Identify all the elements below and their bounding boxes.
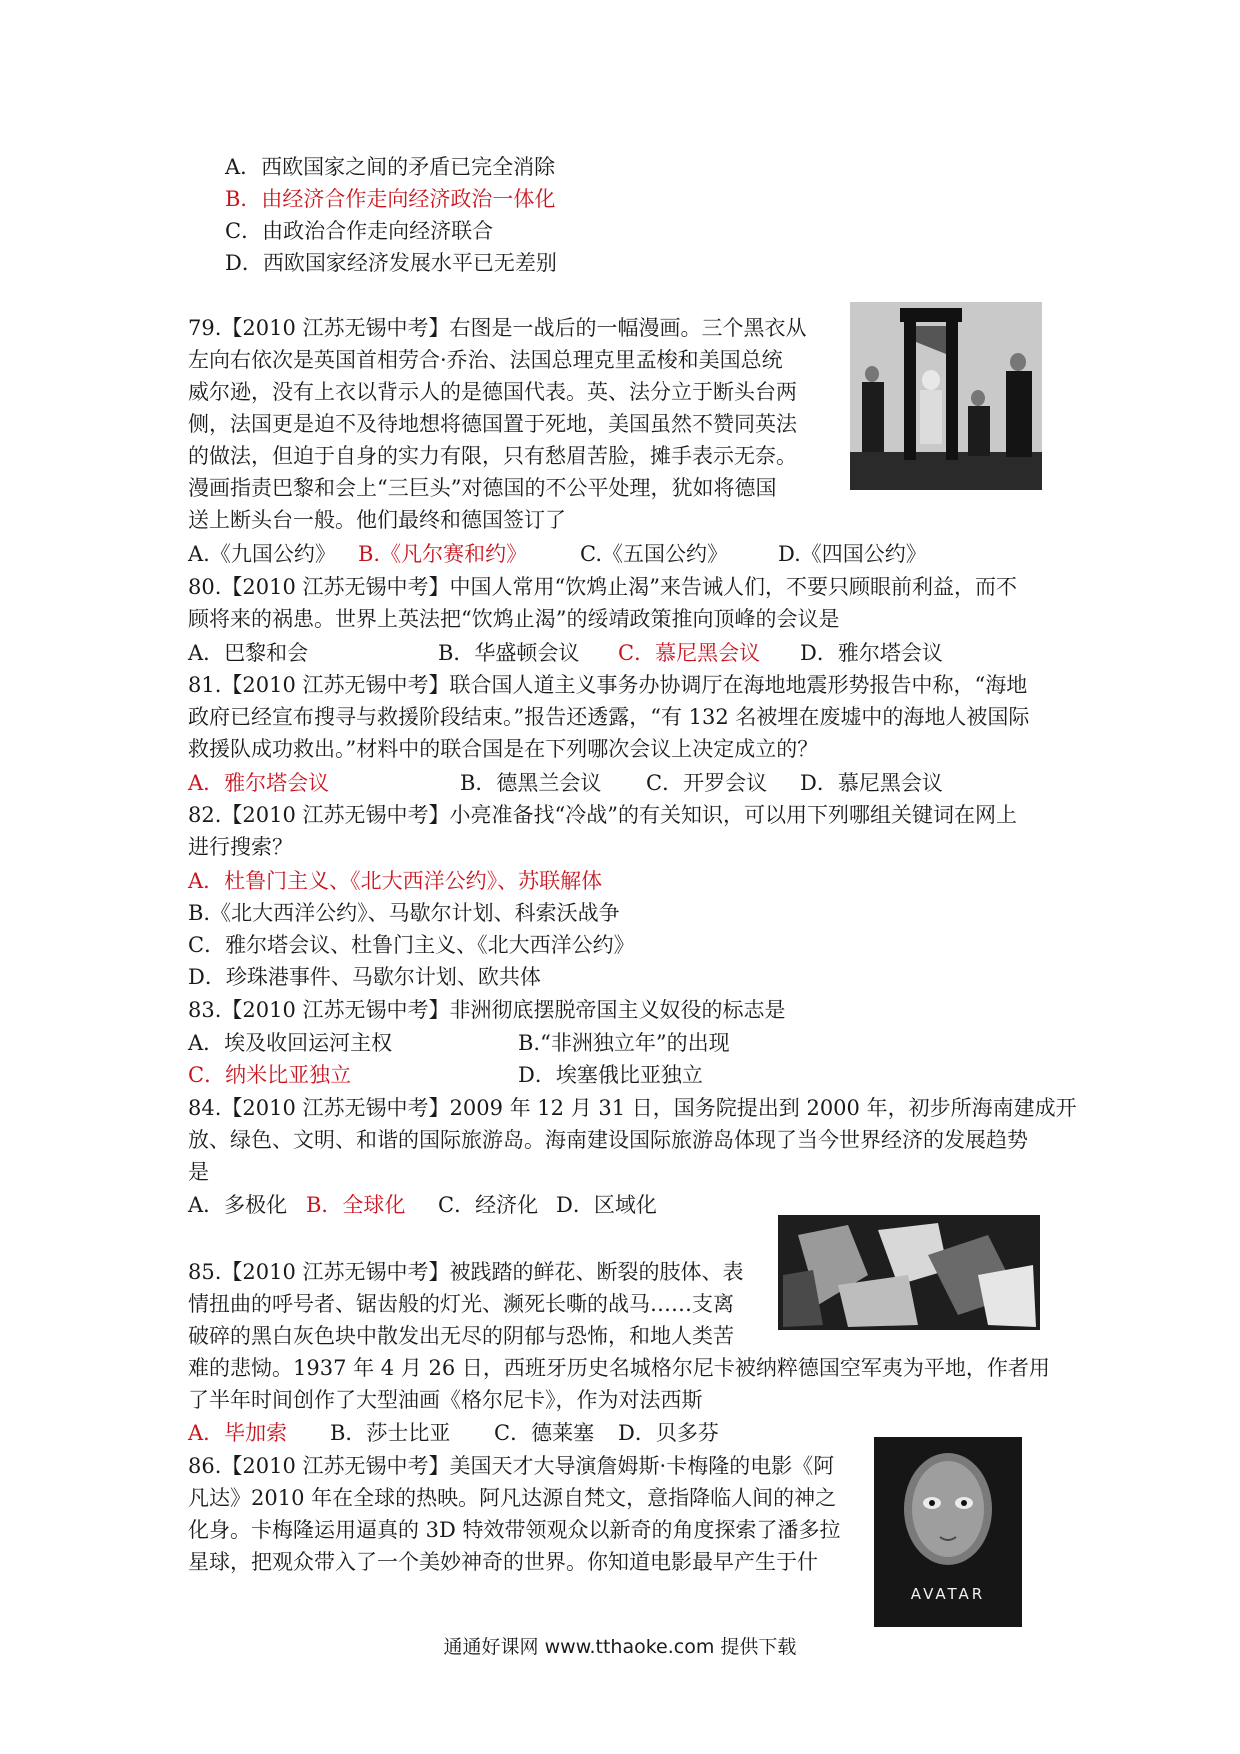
q84-line-3: 是 (188, 1160, 209, 1184)
page-footer (0, 1632, 1240, 1659)
q79-line-1: 79.【2010 江苏无锡中考】右图是一战后的一幅漫画。三个黑衣从 (188, 316, 807, 340)
q82-option-a-answer: A．杜鲁门主义、《北大西洋公约》、苏联解体 (188, 869, 603, 893)
q78-option-b-answer: B．由经济合作走向经济政治一体化 (225, 187, 556, 211)
footer-site-name: 通通好课网 (443, 1636, 539, 1658)
q82-line-1: 82.【2010 江苏无锡中考】小亮准备找“冷战”的有关知识，可以用下列哪组关键词在网上 (188, 803, 1017, 827)
q84-option-c: C．经济化 (438, 1193, 539, 1217)
q79-line-2: 左向右依次是英国首相劳合·乔治、法国总理克里孟梭和美国总统 (188, 348, 783, 372)
q81-line-1: 81.【2010 江苏无锡中考】联合国人道主义事务办协调厅在海地地震形势报告中称，“海地 (188, 673, 1028, 697)
q78-option-c: C．由政治合作走向经济联合 (225, 219, 494, 243)
q84-line-2: 放、绿色、文明、和谐的国际旅游岛。海南建设国际旅游岛体现了当今世界经济的发展趋势 (188, 1128, 1028, 1152)
q86-line-1: 86.【2010 江苏无锡中考】美国天才大导演詹姆斯·卡梅隆的电影《阿 (188, 1454, 835, 1478)
avatar-poster-title: AVATAR (910, 1585, 986, 1603)
q80-option-a: A．巴黎和会 (188, 641, 309, 665)
q78-option-a: A．西欧国家之间的矛盾已完全消除 (225, 155, 556, 179)
q86-line-4: 星球，把观众带入了一个美妙神奇的世界。你知道电影最早产生于什 (188, 1550, 818, 1574)
q80-line-1: 80.【2010 江苏无锡中考】中国人常用“饮鸩止渴”来告诫人们，不要只顾眼前利益，而不 (188, 575, 1017, 599)
q86-line-2: 凡达》2010 年在全球的热映。阿凡达源自梵文，意指降临人间的神之 (188, 1486, 837, 1510)
q82-option-c: C．雅尔塔会议、杜鲁门主义、《北大西洋公约》 (188, 933, 635, 957)
avatar-poster-image (874, 1437, 1022, 1627)
q81-line-2: 政府已经宣布搜寻与救援阶段结束。”报告还透露，“有 132 名被埋在废墟中的海地人被国际 (188, 705, 1030, 729)
q81-option-a-answer: A．雅尔塔会议 (188, 771, 330, 795)
q83-option-c-answer: C．纳米比亚独立 (188, 1063, 352, 1087)
q79-line-6: 漫画指责巴黎和会上“三巨头”对德国的不公平处理，犹如将德国 (188, 476, 777, 500)
q85-option-b: B．莎士比亚 (330, 1421, 451, 1445)
q83-line-1: 83.【2010 江苏无锡中考】非洲彻底摆脱帝国主义奴役的标志是 (188, 998, 786, 1022)
q85-line-1: 85.【2010 江苏无锡中考】被践踏的鲜花、断裂的肢体、表 (188, 1260, 744, 1284)
guernica-painting-image (778, 1215, 1040, 1330)
q79-option-c: C.《五国公约》 (580, 542, 728, 566)
q82-option-d: D．珍珠港事件、马歇尔计划、欧共体 (188, 965, 541, 989)
q85-option-c: C．德莱塞 (494, 1421, 595, 1445)
q80-option-d: D．雅尔塔会议 (800, 641, 943, 665)
q79-line-3: 威尔逊，没有上衣以背示人的是德国代表。英、法分立于断头台两 (188, 380, 797, 404)
q86-line-3: 化身。卡梅隆运用逼真的 3D 特效带领观众以新奇的角度探索了潘多拉 (188, 1518, 841, 1542)
footer-url-link[interactable]: www.tthaoke.com (544, 1636, 715, 1658)
q80-option-c-answer: C．慕尼黑会议 (618, 641, 761, 665)
q81-option-c: C．开罗会议 (646, 771, 768, 795)
q81-line-3: 救援队成功救出。”材料中的联合国是在下列哪次会议上决定成立的？ (188, 737, 819, 761)
q83-option-a: A．埃及收回运河主权 (188, 1031, 393, 1055)
guillotine-cartoon-image (850, 302, 1042, 490)
q85-option-d: D．贝多芬 (618, 1421, 719, 1445)
q84-option-a: A．多极化 (188, 1193, 288, 1217)
q82-option-b: B.《北大西洋公约》、马歇尔计划、科索沃战争 (188, 901, 620, 925)
q79-option-a: A.《九国公约》 (188, 542, 336, 566)
q84-line-1: 84.【2010 江苏无锡中考】2009 年 12 月 31 日，国务院提出到 2000 年，初步所海南建成开 (188, 1096, 1077, 1120)
q78-option-d: D．西欧国家经济发展水平已无差别 (225, 251, 557, 275)
q85-line-5: 了半年时间创作了大型油画《格尔尼卡》，作为对法西斯 (188, 1388, 703, 1412)
q84-option-d: D．区域化 (556, 1193, 657, 1217)
q79-line-7: 送上断头台一般。他们最终和德国签订了 (188, 508, 566, 532)
footer-suffix: 提供下载 (720, 1636, 797, 1658)
q79-option-d: D.《四国公约》 (778, 542, 927, 566)
q84-option-b-answer: B．全球化 (306, 1193, 406, 1217)
q79-option-b-answer: B.《凡尔赛和约》 (358, 542, 528, 566)
q83-option-d: D．埃塞俄比亚独立 (518, 1063, 703, 1087)
q80-line-2: 顾将来的祸患。世界上英法把“饮鸩止渴”的绥靖政策推向顶峰的会议是 (188, 607, 840, 631)
q85-line-3: 破碎的黑白灰色块中散发出无尽的阴郁与恐怖，和地人类苦 (188, 1324, 734, 1348)
q81-option-b: B．德黑兰会议 (460, 771, 602, 795)
q81-option-d: D．慕尼黑会议 (800, 771, 943, 795)
q85-line-2: 情扭曲的呼号者、锯齿般的灯光、濒死长嘶的战马……支离 (188, 1292, 734, 1316)
q80-option-b: B．华盛顿会议 (438, 641, 580, 665)
q82-line-2: 进行搜索？ (188, 835, 293, 859)
q79-line-4: 侧，法国更是迫不及待地想将德国置于死地，美国虽然不赞同英法 (188, 412, 797, 436)
q83-option-b: B.“非洲独立年”的出现 (518, 1031, 730, 1055)
q85-line-4: 难的悲恸。1937 年 4 月 26 日，西班牙历史名城格尔尼卡被纳粹德国空军夷为平地，作者用 (188, 1356, 1050, 1380)
q85-option-a-answer: A．毕加索 (188, 1421, 288, 1445)
q79-line-5: 的做法，但迫于自身的实力有限，只有愁眉苦脸，摊手表示无奈。 (188, 444, 797, 468)
